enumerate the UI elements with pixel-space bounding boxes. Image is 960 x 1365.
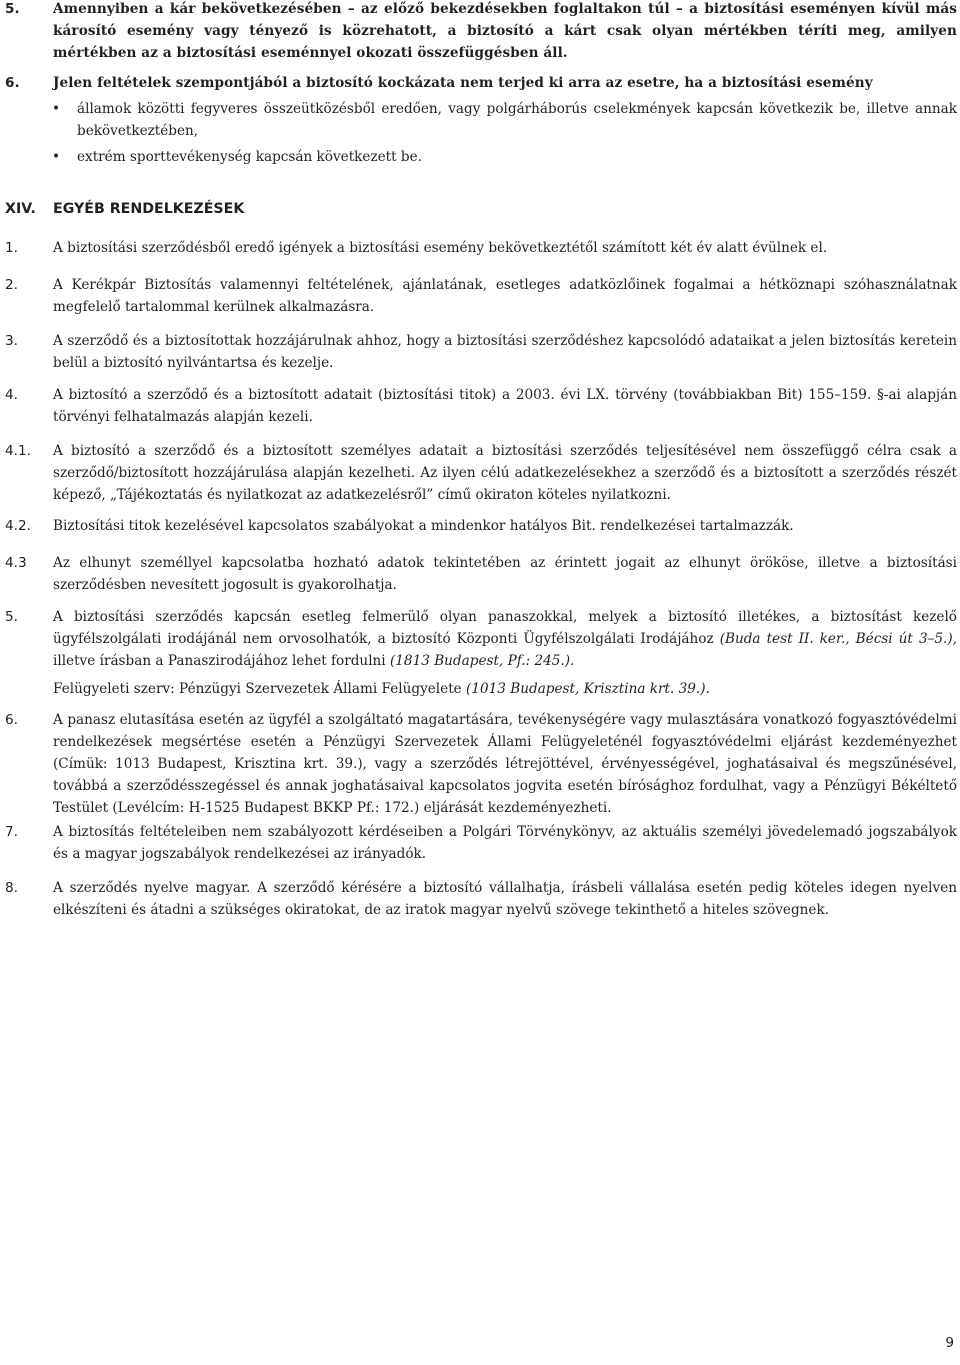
list-item: • extrém sporttevékenység kapcsán következett be.: [77, 146, 957, 168]
paragraph-number: 2.: [5, 277, 18, 293]
paragraph-text: A biztosítási szerződésből eredő igények a biztosítási esemény bekövetkeztétől számított két év alatt évülnek el.: [53, 240, 828, 256]
paragraph-text: Amennyiben a kár bekövetkezésében – az előző bekezdésekben foglaltakon túl – a biztosítási eseményen kívül más károsító esemény vagy tényező is közrehatott, a biztosító a kárt csak olyan mértékben téríti meg, amilyen mértékben az a biztosítási eseménnyel okozati összefüggésben áll.: [53, 1, 957, 61]
paragraph-number: 3.: [5, 333, 18, 349]
paragraph-text: A szerződő és a biztosítottak hozzájárulnak ahhoz, hogy a biztosítási szerződéshez kapcsolódó adataikat a jelen biztosítás keretein belül a biztosító nyilvántartsa és kezelje.: [53, 333, 957, 371]
paragraph-text: Jelen feltételek szempontjából a biztosító kockázata nem terjed ki arra az esetre, ha a biztosítási esemény: [53, 75, 873, 91]
paragraph-4-1: [5, 440, 957, 506]
paragraph-8: [5, 877, 957, 921]
paragraph-text: Biztosítási titok kezelésével kapcsolatos szabályokat a mindenkor hatályos Bit. rendelkezései tartalmazzák.: [53, 518, 794, 534]
paragraph-4-2: [5, 515, 957, 537]
paragraph-text: Az elhunyt személlyel kapcsolatba hozható adatok tekintetében az érintett jogait az elhunyt örököse, illetve a biztosítási szerződésben nevesített jogosult is gyakorolhatja.: [53, 555, 957, 593]
paragraph-4-3: [5, 552, 957, 596]
paragraph-1: [5, 237, 957, 259]
list-item: • államok közötti fegyveres összeütközésből eredően, vagy polgárháborús cselekmények kapcsán következik be, illetve annak bekövetkeztében,: [77, 98, 957, 142]
paragraph-number: 1.: [5, 240, 18, 256]
paragraph-6-top: [5, 72, 957, 168]
section-title: EGYÉB RENDELKEZÉSEK: [53, 201, 245, 217]
address-text: (1013 Budapest, Krisztina krt. 39.).: [466, 681, 710, 697]
paragraph-number: 5.: [5, 609, 18, 625]
paragraph-text: A Kerékpár Biztosítás valamennyi feltételének, ajánlatának, esetleges adatközlőinek fogalmai a hétköznapi szóhasználatnak megfelelő tartalommal kerülnek alkalmazásra.: [53, 277, 957, 315]
paragraph-number: 6.: [5, 75, 20, 91]
paragraph-number: 4.2.: [5, 518, 31, 534]
text-run: A biztosítási szerződés kapcsán esetleg felmerülő olyan panaszokkal, melyek a biztosító illetékes, a biztosítást kezelő ügyfélszolgálati irodájánál nem orvosolhatók, a biztosító Központi Ügyfélszolgálati Irodájához: [53, 609, 957, 647]
paragraph-number: 4.1.: [5, 443, 31, 459]
paragraph-text: A biztosítás feltételeiben nem szabályozott kérdéseiben a Polgári Törvénykönyv, az aktuális személyi jövedelemadó jogszabályok és a magyar jogszabályok rendelkezései az irányadók.: [53, 824, 957, 862]
exclusion-list: [5, 98, 957, 168]
paragraph-text: A panasz elutasítása esetén az ügyfél a szolgáltató magatartására, tevékenységére vagy mulasztására vonatkozó fogyasztóvédelmi rendelkezések megsértése esetén a Pénzügyi Szervezetek Állami Felügyeleténél fogyasztóvédelmi eljárást kezdeményezhet (Címük: 1013 Budapest, Krisztina krt. 39.), vagy a szerződés létrejöttével, érvényességével, joghatásaival és megszűnésével, továbbá a szerződésszegéssel és annak joghatásaival kapcsolatos jogvita esetén bírósághoz fordulhat, vagy a Pénzügyi Békéltető Testület (Levélcím: H-1525 Budapest BKKP Pf.: 172.) eljárását kezdeményezheti.: [53, 712, 957, 816]
paragraph-5: [5, 606, 957, 700]
address-text: (1813 Budapest, Pf.: 245.).: [389, 653, 575, 669]
paragraph-number: 4.3: [5, 555, 27, 571]
paragraph-text: A biztosító a szerződő és a biztosított adatait (biztosítási titok) a 2003. évi LX. törvény (továbbiakban Bit) 155–159. §-ai alapján törvényi felhatalmazás alapján kezeli.: [53, 387, 957, 425]
section-number: XIV.: [5, 201, 36, 217]
paragraph-number: 7.: [5, 824, 18, 840]
supervisor-line: [53, 678, 957, 700]
text-run: Felügyeleti szerv: Pénzügyi Szervezetek Állami Felügyelete: [53, 681, 467, 697]
paragraph-number: 4.: [5, 387, 18, 403]
paragraph-text: A biztosító a szerződő és a biztosított személyes adatait a biztosítási szerződés teljesítésével nem összefüggő célra csak a szerződő/biztosított hozzájárulása alapján kezelheti. Az ilyen célú adatkezelésekhez a szerződő és a biztosított a szerződés részét képező, „Tájékoztatás és nyilatkozat az adatkezelésről” című okiraton köteles nyilatkozni.: [53, 443, 957, 503]
paragraph-number: 5.: [5, 1, 20, 17]
paragraph-2: [5, 274, 957, 318]
paragraph-6: [5, 709, 957, 819]
paragraph-4: [5, 384, 957, 428]
paragraph-text: [53, 606, 957, 672]
page-number: 9: [945, 1335, 954, 1351]
paragraph-5-top: [5, 0, 957, 64]
address-text: (Buda test II. ker., Bécsi út 3–5.),: [719, 631, 957, 647]
paragraph-number: 6.: [5, 712, 18, 728]
paragraph-7: [5, 821, 957, 865]
paragraph-number: 8.: [5, 880, 18, 896]
paragraph-text: A szerződés nyelve magyar. A szerződő kérésére a biztosító vállalhatja, írásbeli vállalása esetén pedig köteles idegen nyelven elkészíteni és átadni a szükséges okiratokat, de az iratok magyar nyelvű szövege tekinthető a hiteles szövegnek.: [53, 880, 957, 918]
text-run: illetve írásban a Panaszirodájához lehet fordulni: [53, 653, 390, 669]
paragraph-3: [5, 330, 957, 374]
